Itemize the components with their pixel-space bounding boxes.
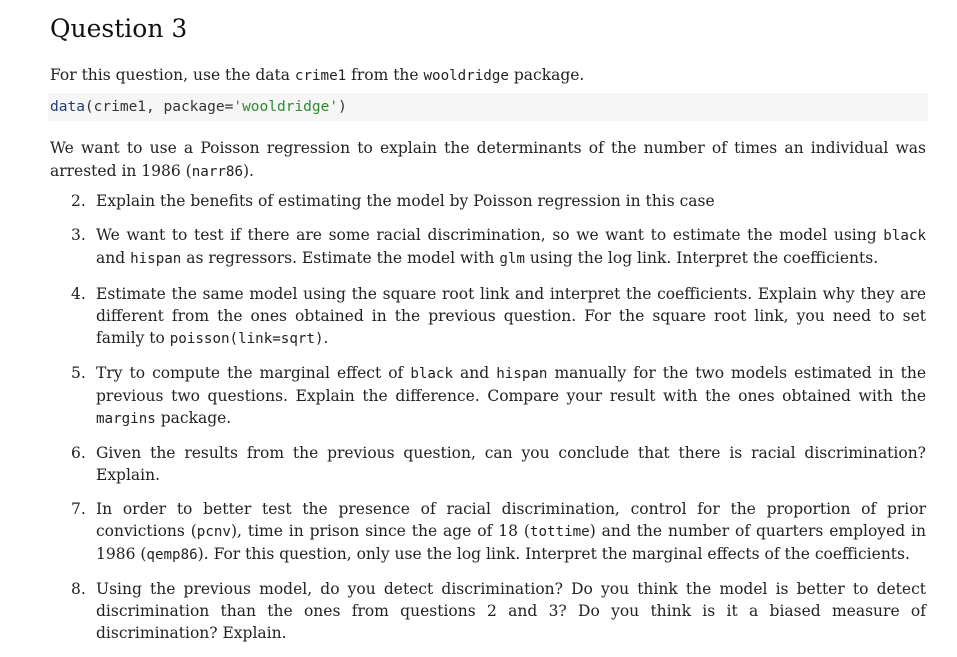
item-number: 7. bbox=[71, 500, 86, 518]
list-item bbox=[71, 224, 926, 270]
package-name: wooldridge bbox=[423, 68, 509, 84]
item-number: 8. bbox=[71, 580, 86, 598]
variable-pcnv: pcnv bbox=[196, 524, 231, 540]
item-text: Using the previous model, do you detect discrimination? Do you think the model is better to detect discrimination than the ones from questions 2 and 3? Do you think is it a biased measure of discrimination? Explain. bbox=[96, 580, 926, 642]
item-number: 6. bbox=[71, 444, 86, 462]
intro-paragraph bbox=[50, 64, 926, 88]
list-item bbox=[71, 578, 926, 644]
function-glm: glm bbox=[499, 251, 525, 267]
context-paragraph bbox=[50, 137, 926, 184]
item-text: ) and the number of quarters employed in 1986 ( bbox=[96, 522, 926, 563]
code-block bbox=[48, 93, 928, 121]
item-text: In order to better test the presence of racial discrimination, control for the proportion of prior convictions ( bbox=[96, 500, 926, 540]
code-close-paren: ) bbox=[338, 99, 347, 115]
code-string: 'wooldridge' bbox=[233, 99, 339, 115]
list-item bbox=[71, 442, 926, 486]
variable-hispan: hispan bbox=[496, 366, 548, 382]
list-item bbox=[71, 498, 926, 566]
context-text-1: We want to use a Poisson regression to explain the determinants of the number of times an individual was arrested in 1986 ( bbox=[50, 139, 926, 180]
item-text: Explain the benefits of estimating the model by Poisson regression in this case bbox=[96, 192, 715, 210]
variable-black: black bbox=[883, 228, 926, 244]
item-text: and bbox=[96, 249, 131, 267]
variable-black: black bbox=[410, 366, 454, 382]
code-poisson-link: poisson(link=sqrt) bbox=[169, 331, 324, 347]
item-text: as regressors. Estimate the model with bbox=[181, 249, 500, 267]
item-number: 5. bbox=[71, 364, 86, 382]
question-title: Question 3 bbox=[50, 14, 188, 43]
variable-tottime: tottime bbox=[529, 524, 590, 540]
item-text: We want to test if there are some racial discrimination, so we want to estimate the model using bbox=[96, 226, 884, 244]
package-margins: margins bbox=[96, 411, 156, 427]
intro-text-3: package. bbox=[508, 66, 585, 84]
item-text: package. bbox=[155, 409, 232, 427]
context-text-2: ). bbox=[242, 162, 254, 180]
question-list bbox=[71, 190, 927, 644]
item-text: and bbox=[453, 364, 497, 382]
item-text: ). For this question, only use the log link. Interpret the marginal effects of the coefficients. bbox=[197, 545, 910, 563]
list-item bbox=[71, 283, 926, 350]
item-text: Given the results from the previous question, can you conclude that there is racial discrimination? Explain. bbox=[96, 444, 926, 484]
variable-narr86: narr86 bbox=[191, 164, 243, 180]
code-open-paren: ( bbox=[84, 99, 94, 115]
item-text: manually for the two models estimated in the previous two questions. Explain the difference. Compare your result with the ones obtained with the bbox=[96, 364, 927, 405]
item-text: . bbox=[323, 329, 329, 347]
item-text: Estimate the same model using the square root link and interpret the coefficients. Explain why they are different from the ones obtained in the previous question. For the square root link, you need to set family to bbox=[96, 285, 926, 347]
item-number: 3. bbox=[71, 226, 86, 244]
item-number: 2. bbox=[71, 192, 86, 210]
variable-qemp86: qemp86 bbox=[146, 547, 198, 563]
variable-hispan: hispan bbox=[130, 251, 182, 267]
intro-text-2: from the bbox=[346, 66, 424, 84]
list-item bbox=[71, 190, 926, 212]
code-function: data bbox=[50, 99, 85, 115]
intro-text-1: For this question, use the data bbox=[50, 66, 295, 84]
list-item bbox=[71, 362, 927, 430]
item-number: 4. bbox=[71, 285, 86, 303]
item-text: Try to compute the marginal effect of bbox=[96, 364, 411, 382]
code-argument: crime1, package= bbox=[93, 99, 234, 115]
dataset-name: crime1 bbox=[294, 68, 347, 84]
item-text: using the log link. Interpret the coefficients. bbox=[524, 249, 879, 267]
item-text: ), time in prison since the age of 18 ( bbox=[230, 522, 530, 540]
